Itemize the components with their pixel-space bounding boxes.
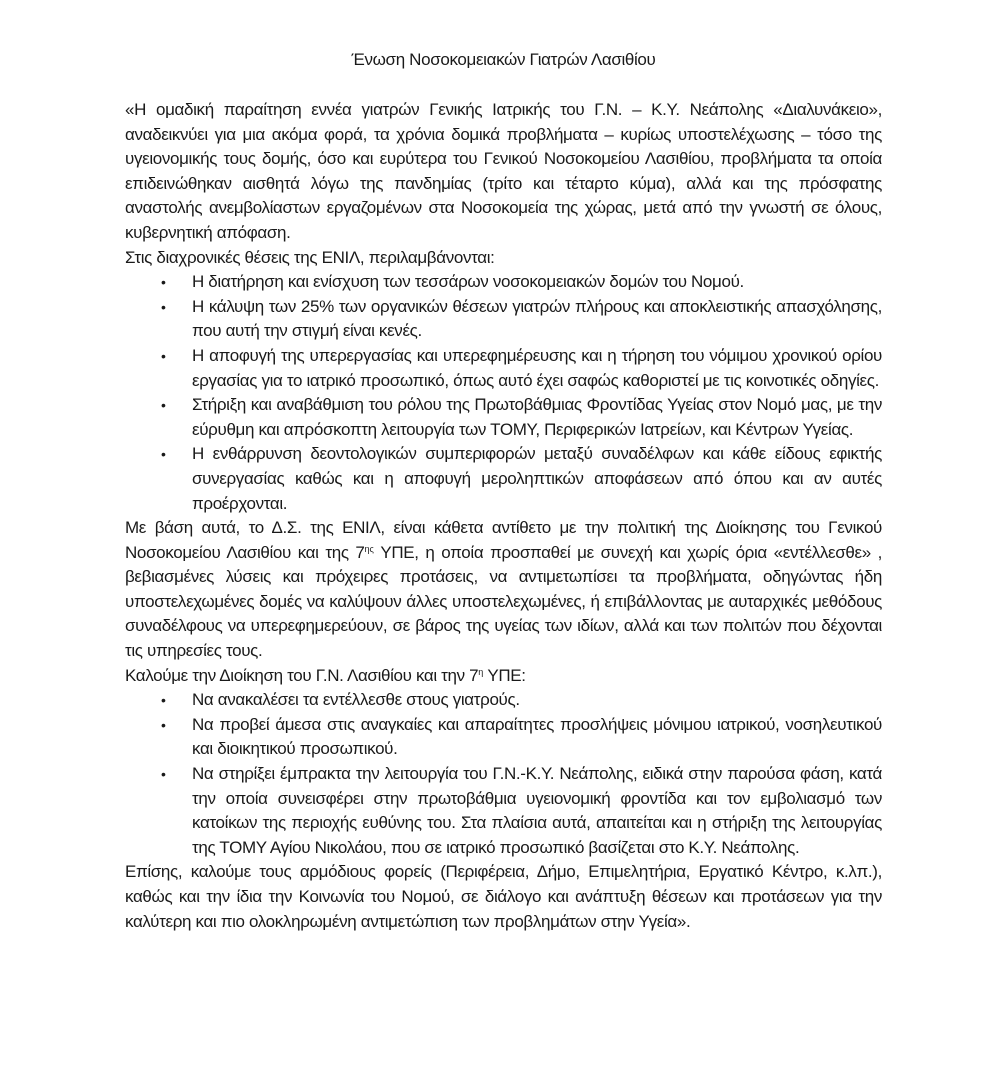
demands-lead: [125, 664, 882, 689]
list-item-text: Η κάλυψη των 25% των οργανικών θέσεων γιατρών πλήρους και αποκλειστικής απασχόλησης, που αυτή την στιγμή είναι κενές.: [192, 296, 882, 341]
list-item: [161, 344, 882, 393]
list-item: [161, 295, 882, 344]
opposition-text-end: ΥΠΕ, η οποία προσπαθεί με συνεχή και χωρίς όρια «εντέλλεσθε» , βεβιασμένες λύσεις και πρόχειρες προτάσεις, να αντιμετωπίσει τα προβλήματα, οδηγώντας ήδη υποστελεχωμένες δομές να καλύψουν άλλες υποστελεχωμένες, ή επιβάλλοντας με αυταρχικές μεθόδους συναδέλφους να υπερεφημερεύουν, σε βάρος της υγείας των ιδίων, αλλά και των πολιτών που δέχονται τις υπηρεσίες τους.: [125, 542, 883, 661]
list-item: [161, 270, 882, 295]
ordinal-superscript: η: [478, 666, 484, 677]
ordinal-superscript: ης: [364, 543, 374, 554]
list-item-text: Να προβεί άμεσα στις αναγκαίες και απαραίτητες προσλήψεις μόνιμου ιατρικού, νοσηλευτικού και διοικητικού προσωπικού.: [192, 714, 882, 759]
bullet-icon: •: [161, 274, 166, 291]
demands-list: [125, 688, 882, 860]
list-item-text: Η αποφυγή της υπερεργασίας και υπερεφημέρευσης και η τήρηση του νόμιμου χρονικού ορίου εργασίας για το ιατρικό προσωπικό, όπως αυτό έχει σαφώς καθοριστεί με τις κοινοτικές οδηγίες.: [192, 345, 882, 390]
bullet-icon: •: [161, 446, 166, 463]
list-item: [161, 688, 882, 713]
bullet-icon: •: [161, 692, 166, 709]
document-title: Ένωση Νοσοκομειακών Γιατρών Λασιθίου: [351, 50, 656, 69]
list-item-text: Στήριξη και αναβάθμιση του ρόλου της Πρωτοβάθμιας Φροντίδας Υγείας στον Νομό μας, με την εύρυθμη και απρόσκοπτη λειτουργία των ΤΟΜΥ, Περιφερικών Ιατρείων, και Κέντρων Υγείας.: [192, 395, 882, 439]
list-item: [161, 393, 882, 442]
demands-lead-start: Καλούμε την Διοίκηση του Γ.Ν. Λασιθίου και την 7: [125, 665, 479, 685]
positions-lead: Στις διαχρονικές θέσεις της ΕΝΙΛ, περιλαμβάνονται:: [125, 247, 495, 267]
opposition-text-start: Με βάση αυτά, το Δ.Σ. της ΕΝΙΛ, είναι κάθετα αντίθετο με την πολιτική της Διοίκησης του Γενικού Νοσοκομείου Λασιθίου και της 7: [125, 518, 882, 562]
bullet-icon: •: [161, 347, 166, 364]
closing-paragraph: Επίσης, καλούμε τους αρμόδιους φορείς (Περιφέρεια, Δήμο, Επιμελητήρια, Εργατικό Κέντρο, κ.λπ.), καθώς και την ίδια την Κοινωνία του Νομού, σε διάλογο και ανάπτυξη θέσεων και προτάσεων για την καλύτερη και πιο ολοκληρωμένη αντιμετώπιση των προβλημάτων στην Υγεία».: [125, 862, 882, 931]
positions-list: [125, 270, 882, 516]
list-item-text: Η διατήρηση και ενίσχυση των τεσσάρων νοσοκομειακών δομών του Νομού.: [192, 272, 744, 292]
list-item-text: Να ανακαλέσει τα εντέλλεσθε στους γιατρούς.: [192, 690, 520, 710]
list-item: [161, 713, 882, 762]
list-item-text: Να στηρίξει έμπρακτα την λειτουργία του Γ.Ν.-Κ.Υ. Νεάπολης, ειδικά στην παρούσα φάση, κατά την οποία συνεισφέρει στην πρωτοβάθμια υγειονομική φροντίδα και τον εμβολιασμό των κατοίκων της περιοχής ευθύνης του. Στα πλαίσια αυτά, απαιτείται και η στήριξη της λειτουργίας της ΤΟΜΥ Αγίου Νικολάου, που σε ιατρικό προσωπικό βασίζεται στο Κ.Υ. Νεάπολης.: [192, 764, 882, 857]
opposition-paragraph: [125, 516, 882, 664]
document-page: [125, 48, 882, 934]
list-item: [161, 762, 882, 860]
bullet-icon: •: [161, 397, 166, 414]
bullet-icon: •: [161, 298, 166, 315]
list-item: [161, 442, 882, 516]
bullet-icon: •: [161, 716, 166, 733]
list-item-text: Η ενθάρρυνση δεοντολογικών συμπεριφορών μεταξύ συναδέλφων και κάθε είδους εφικτής συνεργασίας καθώς και η αποφυγή μεροληπτικών αποφάσεων από όπου και αν αυτές προέρχονται.: [192, 444, 882, 513]
demands-lead-end: ΥΠΕ:: [483, 665, 526, 685]
intro-paragraph: «Η ομαδική παραίτηση εννέα γιατρών Γενικής Ιατρικής του Γ.Ν. – Κ.Υ. Νεάπολης «Διαλυνάκειο», αναδεικνύει για μια ακόμα φορά, τα χρόνια δομικά προβλήματα – κυρίως υποστελέχωσης – τόσο της υγειονομικής τους δομής, όσο και ευρύτερα του Γενικού Νοσοκομείου Λασιθίου, προβλήματα τα οποία επιδεινώθηκαν αισθητά λόγω της πανδημίας (τρίτο και τέταρτο κύμα), αλλά και της πρόσφατης αναστολής ανεμβολίαστων εργαζομένων στα Νοσοκομεία της χώρας, μετά από την γνωστή σε όλους, κυβερνητική απόφαση.: [125, 100, 882, 242]
bullet-icon: •: [161, 766, 166, 783]
